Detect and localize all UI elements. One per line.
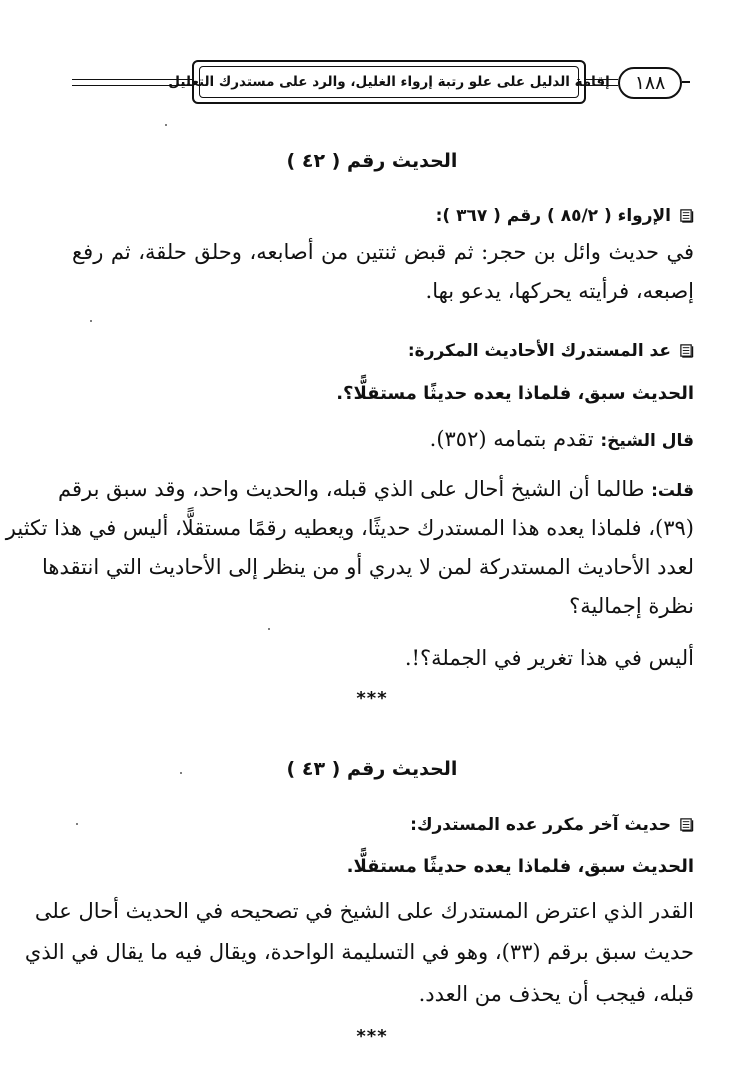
irwa-label: الإرواء ( ٨٥/٢ ) رقم ( ٣٦٧ ): (435, 206, 671, 226)
qultu-line: لعدد الأحاديث المستدركة لمن لا يدري أو من ينظر إلى الأحاديث التي انتقدها (42, 555, 694, 579)
irwa-text-line: في حديث وائل بن حجر: ثم قبض ثنتين من أصابعه، وحلق حلقة، ثم رفع (72, 240, 694, 264)
header-title: إقامة الدليل على علو رتبة إرواء الغليل، والرد على مستدرك التعليل (199, 66, 579, 98)
qultu-line (58, 474, 694, 506)
scan-speck (268, 628, 270, 630)
hadith-42-heading: الحديث رقم ( ٤٢ ) (286, 150, 458, 172)
repeated-hadith-heading (410, 810, 694, 840)
repeated-hadith-label: حديث آخر مكرر عده المستدرك: (410, 815, 671, 835)
repeated-hadith-claim: الحديث سبق، فلماذا يعده حديثًا مستقلًّا. (346, 856, 694, 877)
irwa-text-line: إصبعه، فرأيته يحركها، يدعو بها. (425, 279, 694, 303)
book-icon (679, 343, 694, 358)
scan-speck (90, 320, 92, 322)
shaykh-text: تقدم بتمامه (٣٥٢). (429, 427, 594, 451)
mustadrak-claim: الحديث سبق، فلماذا يعده حديثًا مستقلًّا؟. (336, 383, 694, 404)
scan-speck (180, 772, 182, 774)
hadith-43-text-line: قبله، فيجب أن يحذف من العدد. (418, 982, 694, 1006)
shaykh-label: قال الشيخ: (600, 431, 694, 451)
mustadrak-label: عد المستدرك الأحاديث المكررة: (407, 341, 671, 361)
hadith-43-text-line: حديث سبق برقم (٣٣)، وهو في التسليمة الواحدة، ويقال فيه ما يقال في الذي (24, 940, 694, 964)
qultu-line: نظرة إجمالية؟ (569, 594, 694, 618)
qultu-text: طالما أن الشيخ أحال على الذي قبله، والحديث واحد، وقد سبق برقم (58, 477, 645, 501)
irwa-reference (436, 201, 694, 231)
book-icon (679, 817, 694, 832)
header-rule (682, 81, 690, 83)
scan-speck (165, 124, 167, 126)
qultu-label: قلت: (651, 481, 694, 501)
section-separator: *** (356, 688, 388, 709)
mustadrak-heading (408, 336, 694, 366)
scan-speck (76, 823, 78, 825)
header-title-frame (168, 60, 610, 104)
rhetorical-question: أليس في هذا تغرير في الجملة؟!. (404, 646, 694, 670)
shaykh-statement (430, 424, 694, 456)
qultu-line: (٣٩)، فلماذا يعده هذا المستدرك حديثًا، ويعطيه رقمًا مستقلًّا، أليس في هذا تكثير (5, 516, 694, 540)
hadith-43-text-line: القدر الذي اعترض المستدرك على الشيخ في تصحيحه في الحديث أحال على (34, 899, 694, 923)
hadith-43-heading: الحديث رقم ( ٤٣ ) (286, 758, 458, 780)
page-number: ١٨٨ (618, 67, 682, 99)
book-icon (679, 208, 694, 223)
section-separator: *** (356, 1026, 388, 1047)
